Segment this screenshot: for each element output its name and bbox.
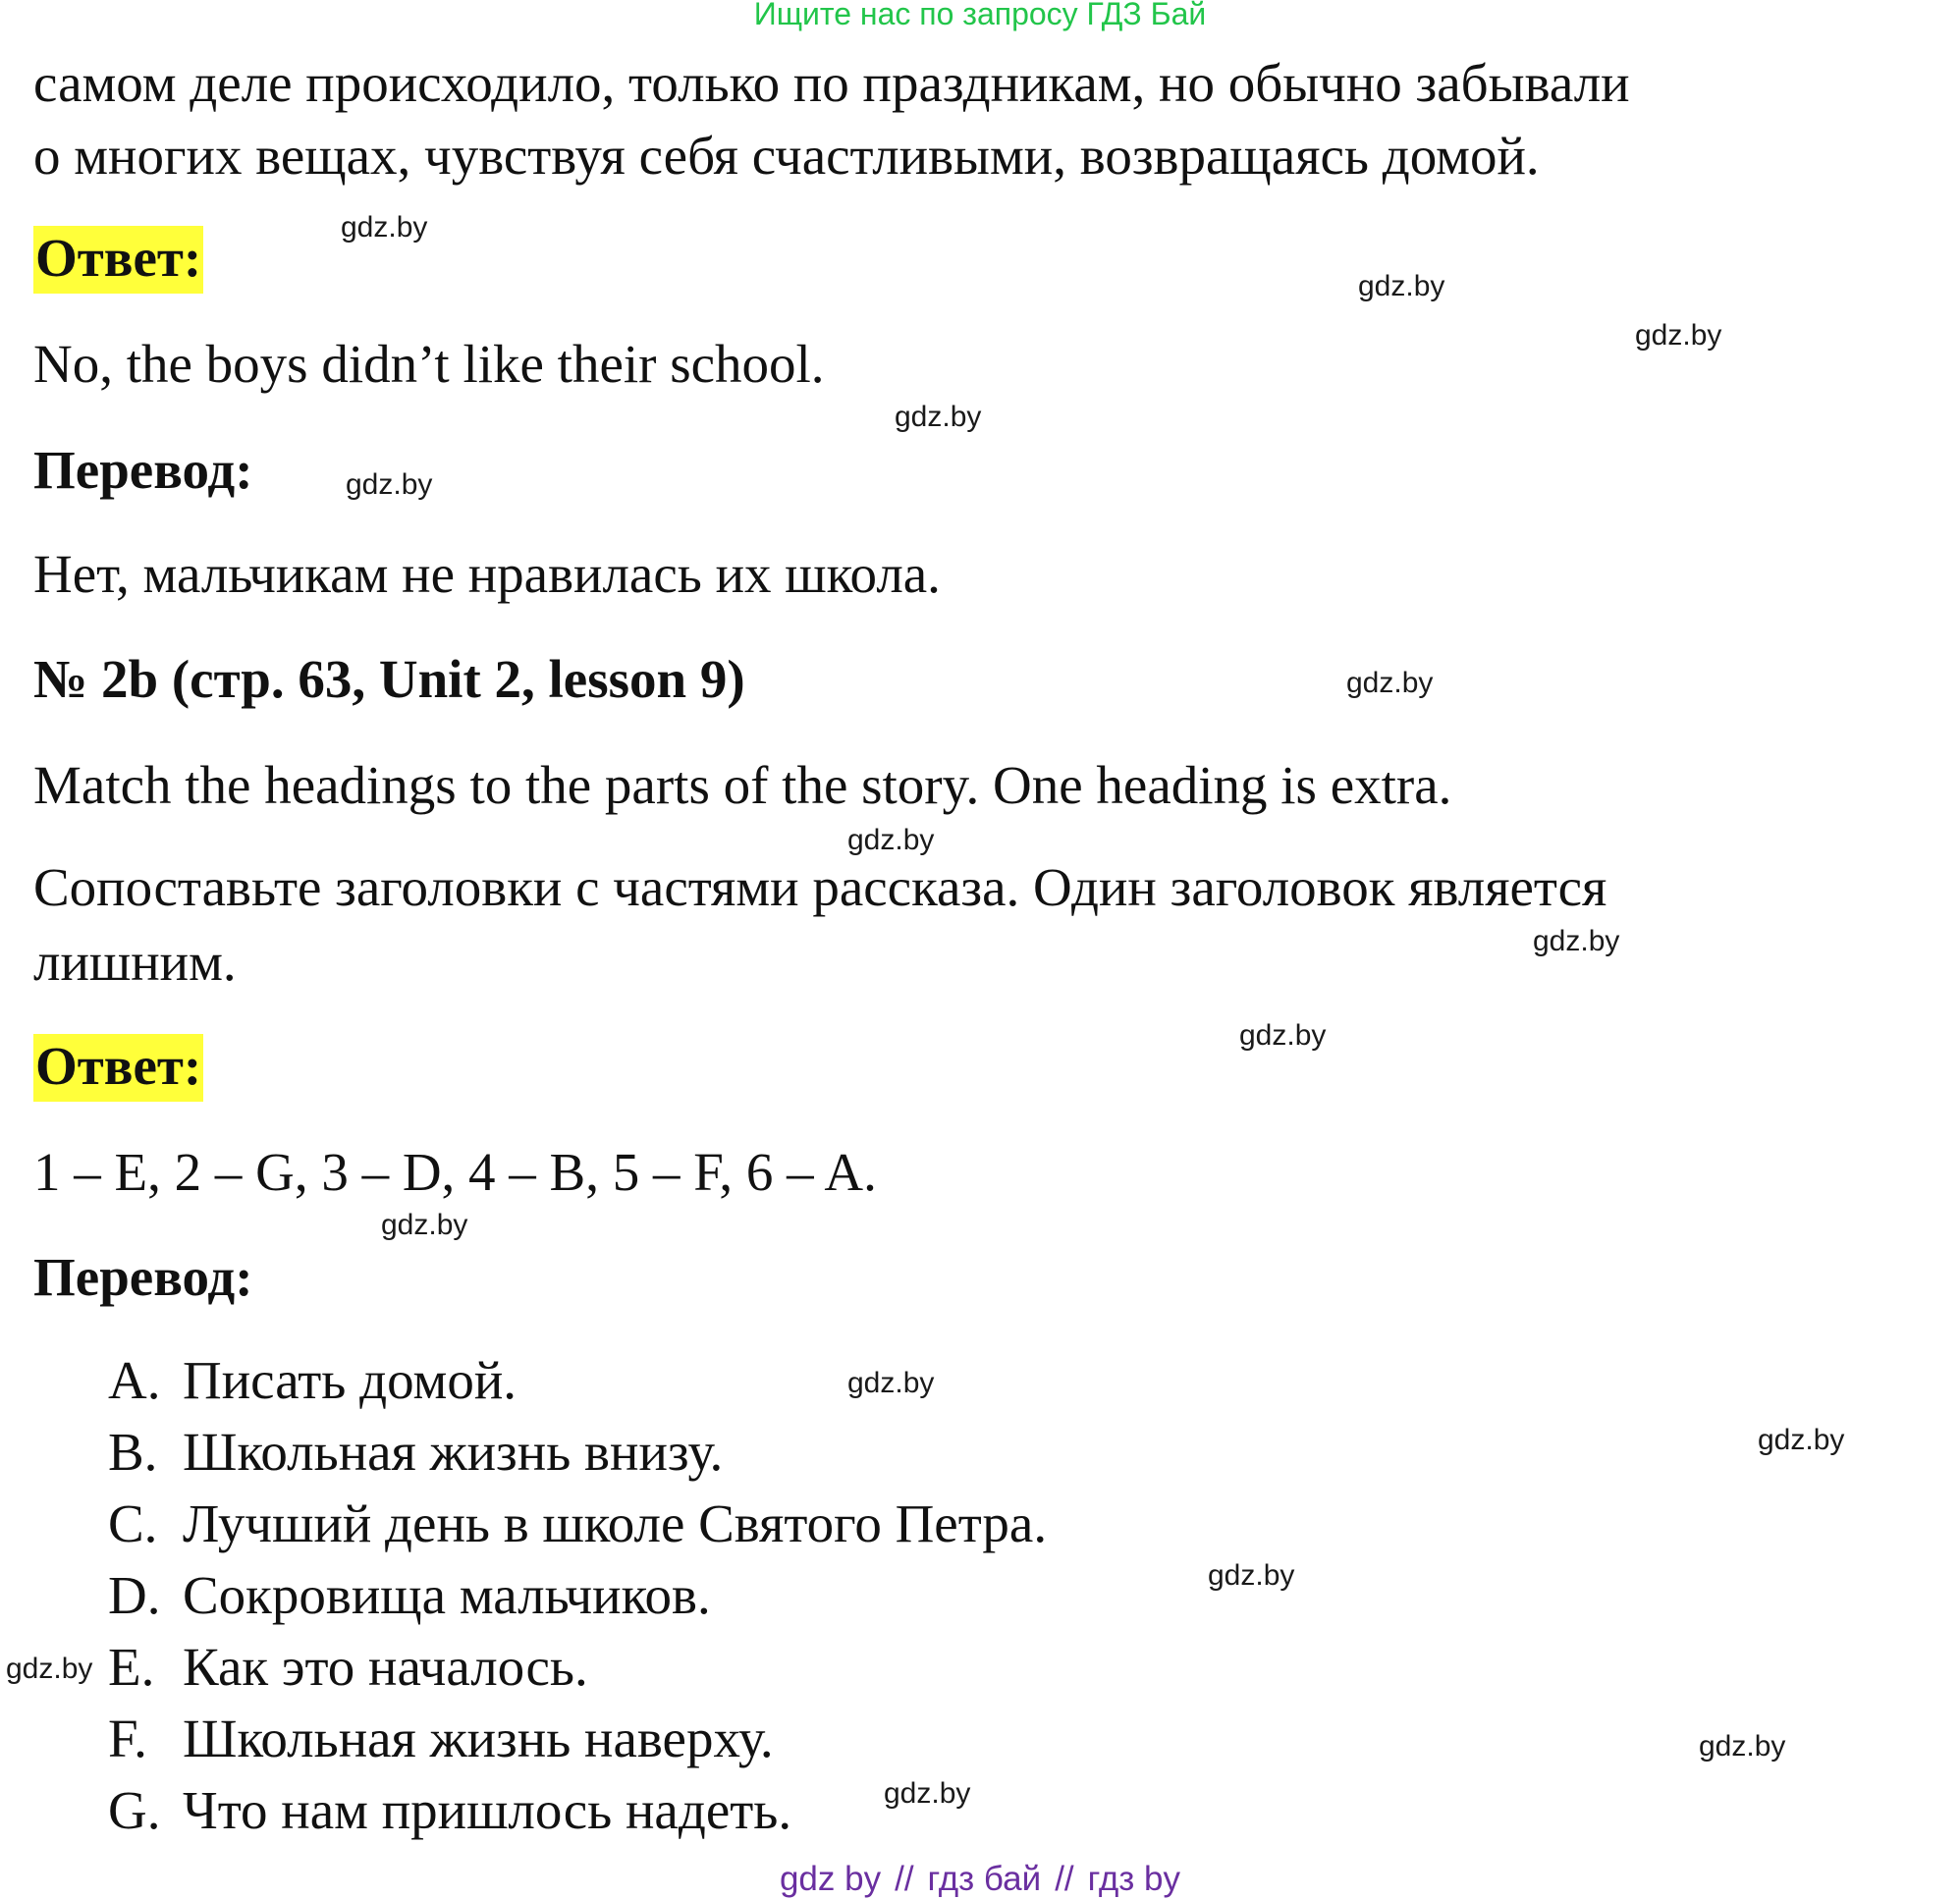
list-item-text: Лучший день в школе Святого Петра. (183, 1493, 1048, 1553)
translation-text-1: Нет, мальчикам не нравилась их школа. (33, 544, 941, 604)
watermark: gdz.by (341, 211, 428, 244)
task-text-ru-line-1: Сопоставьте заголовки с частями рассказа. Один заголовок является (33, 857, 1607, 917)
answer-text-1: No, the boys didn’t like their school. (33, 334, 825, 394)
answer-label-1 (33, 228, 203, 288)
list-item-letter: G. (108, 1780, 161, 1840)
watermark: gdz.by (884, 1777, 971, 1810)
list-item (108, 1637, 588, 1697)
watermark: gdz.by (1239, 1019, 1327, 1052)
list-item (108, 1709, 774, 1768)
watermark: gdz.by (1208, 1559, 1295, 1592)
footer-part-1: gdz by (779, 1860, 882, 1898)
list-item-text: Сокровища мальчиков. (183, 1565, 711, 1625)
watermark: gdz.by (1635, 319, 1722, 352)
list-item-text: Школьная жизнь внизу. (183, 1422, 724, 1482)
translation-label-2: Перевод: (33, 1247, 253, 1307)
answer-label-2-text: Ответ: (33, 1034, 203, 1102)
list-item-letter: E. (108, 1637, 155, 1697)
task-text-en: Match the headings to the parts of the story. One heading is extra. (33, 755, 1452, 815)
watermark: gdz.by (6, 1653, 93, 1685)
list-item (108, 1565, 711, 1625)
watermark: gdz.by (847, 1367, 935, 1399)
footer-part-2: гдз бай (927, 1860, 1042, 1898)
footer-part-3: гдз by (1087, 1860, 1181, 1898)
footer-separator: // (1055, 1860, 1074, 1898)
list-item-letter: F. (108, 1709, 147, 1768)
answer-label-2 (33, 1036, 203, 1096)
intro-line-1: самом деле происходило, только по праздникам, но обычно забывали (33, 53, 1630, 113)
answer-text-2: 1 – E, 2 – G, 3 – D, 4 – B, 5 – F, 6 – A. (33, 1142, 877, 1202)
list-item-letter: B. (108, 1422, 158, 1482)
watermark: gdz.by (346, 468, 433, 501)
watermark: gdz.by (381, 1209, 468, 1241)
watermark: gdz.by (1358, 270, 1445, 302)
watermark: gdz.by (1533, 925, 1620, 957)
watermark: gdz.by (847, 824, 935, 856)
task-title: № 2b (стр. 63, Unit 2, lesson 9) (33, 649, 745, 709)
footer (0, 1860, 1960, 1899)
top-banner: Ищите нас по запросу ГДЗ Бай (753, 0, 1207, 31)
list-item-text: Школьная жизнь наверху. (183, 1709, 774, 1768)
list-item-text: Что нам пришлось надеть. (183, 1780, 792, 1840)
list-item (108, 1493, 1048, 1553)
watermark: gdz.by (1346, 667, 1434, 699)
task-text-ru-line-2: лишним. (33, 932, 237, 992)
list-item (108, 1422, 724, 1482)
watermark: gdz.by (895, 401, 982, 433)
list-item-text: Писать домой. (183, 1350, 517, 1410)
intro-line-2: о многих вещах, чувствуя себя счастливыми, возвращаясь домой. (33, 126, 1540, 186)
list-item-letter: A. (108, 1350, 161, 1410)
list-item-letter: C. (108, 1493, 158, 1553)
answer-label-1-text: Ответ: (33, 226, 203, 294)
footer-separator: // (895, 1860, 914, 1898)
watermark: gdz.by (1699, 1730, 1786, 1763)
translation-label-1: Перевод: (33, 440, 253, 500)
list-item (108, 1350, 517, 1410)
list-item-text: Как это началось. (183, 1637, 588, 1697)
list-item (108, 1780, 792, 1840)
watermark: gdz.by (1758, 1424, 1845, 1456)
list-item-letter: D. (108, 1565, 161, 1625)
